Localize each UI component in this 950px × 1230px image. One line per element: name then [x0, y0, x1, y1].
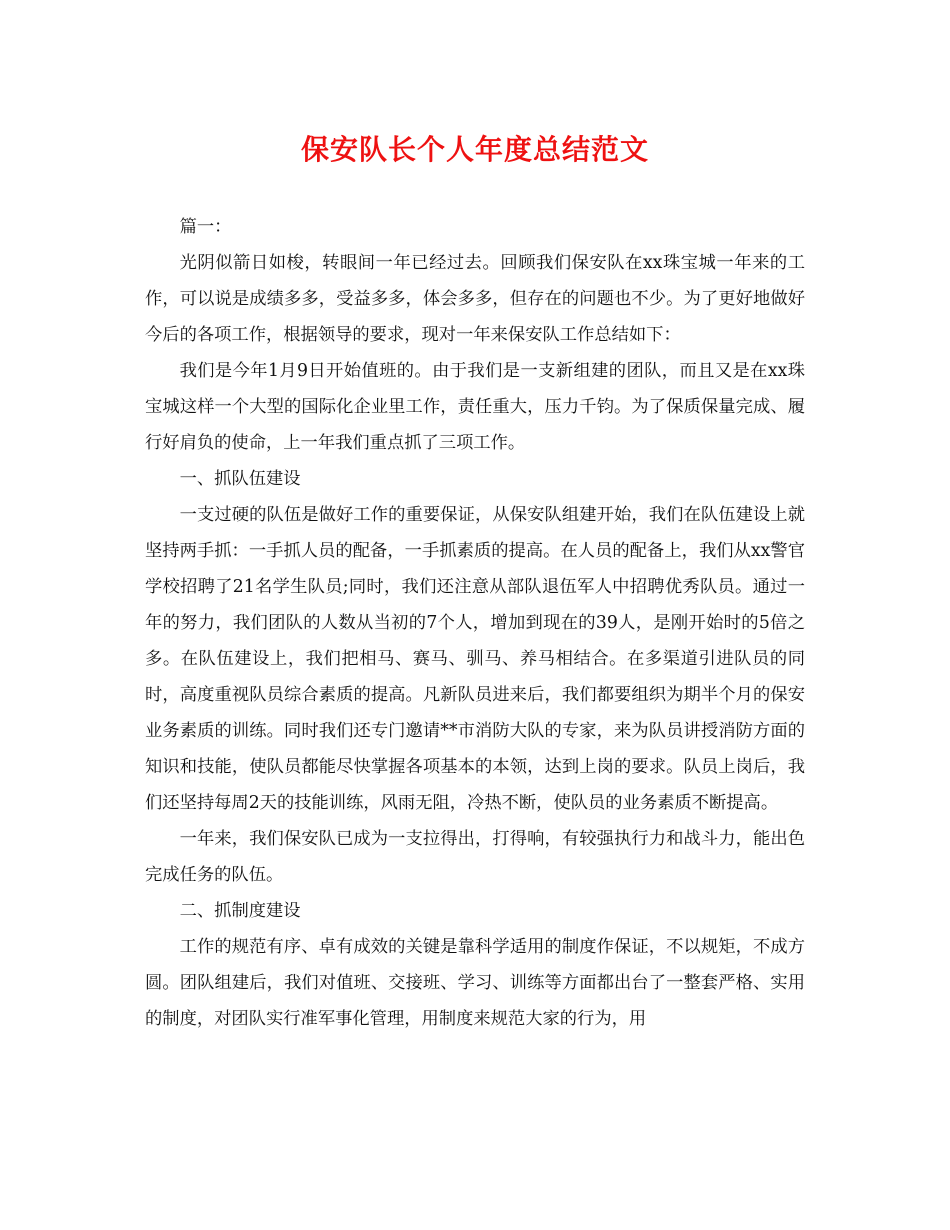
paragraph-section-label: 篇一：: [179, 217, 232, 237]
paragraph-team-building: 一支过硬的队伍是做好工作的重要保证，从保安队组建开始，我们在队伍建设上就坚持两手抓：一手抓人员的配备，一手抓素质的提高。在人员的配备上，我们从xx警官学校招聘了21名学生队员;同时，我们还注意从部队退伍军人中招聘优秀队员。通过一年的努力，我们团队的人数从当初的7个人，增加到现在的39人，是刚开始时的5倍之多。在队伍建设上，我们把相马、赛马、驯马、养马相结合。在多渠道引进队员的同时，高度重视队员综合素质的提高。凡新队员进来后，我们都要组织为期半个月的保安业务素质的训练。同时我们还专门邀请**市消防大队的专家，来为队员讲授消防方面的知识和技能，使队员都能尽快掌握各项基本的本领，达到上岗的要求。队员上岗后，我们还坚持每周2天的技能训练，风雨无阻，冷热不断，使队员的业务素质不断提高。: [145, 505, 805, 813]
document-title: 保安队长个人年度总结范文: [300, 133, 649, 166]
heading-team-building: 一、抓队伍建设: [179, 469, 301, 489]
paragraph-intro: 光阴似箭日如梭，转眼间一年已经过去。回顾我们保安队在xx珠宝城一年来的工作，可以说是成绩多多，受益多多，体会多多，但存在的问题也不少。为了更好地做好今后的各项工作，根据领导的要求，现对一年来保安队工作总结如下：: [145, 253, 805, 345]
document-body: [145, 209, 805, 1037]
heading-system-building: 二、抓制度建设: [179, 901, 301, 921]
paragraph-team-result: 一年来，我们保安队已成为一支拉得出，打得响，有较强执行力和战斗力，能出色完成任务的队伍。: [145, 829, 805, 885]
paragraph-system-building: 工作的规范有序、卓有成效的关键是靠科学适用的制度作保证，不以规矩，不成方圆。团队组建后，我们对值班、交接班、学习、训练等方面都出台了一整套严格、实用的制度，对团队实行准军事化管理，用制度来规范大家的行为，用: [145, 937, 805, 1029]
paragraph-start-date: 我们是今年1月9日开始值班的。由于我们是一支新组建的团队，而且又是在xx珠宝城这样一个大型的国际化企业里工作，责任重大，压力千钧。为了保质保量完成、履行好肩负的使命，上一年我们重点抓了三项工作。: [145, 361, 805, 453]
